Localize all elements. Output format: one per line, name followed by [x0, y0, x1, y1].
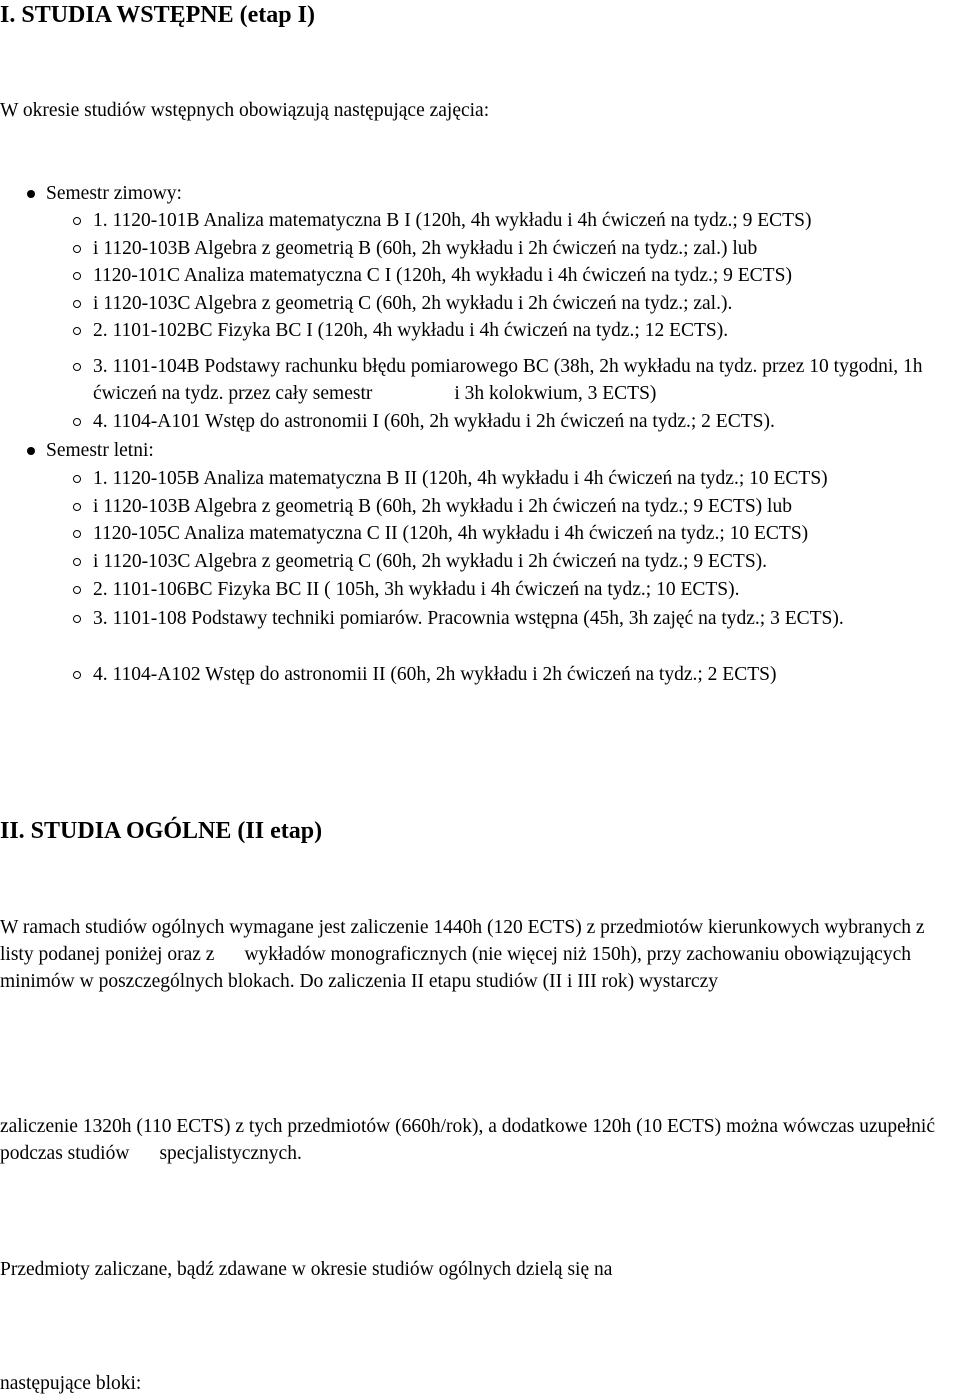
winter-semester-label: Semestr zimowy: — [46, 180, 182, 207]
winter-item-6-text: 3. 1101-104B Podstawy rachunku błędu pomiarowego BC (38h, 2h wykładu na tydz. przez 10 tygodni, 1h ćwiczeń na tydz. przez cały semestr — [93, 356, 923, 404]
winter-item-7: 4. 1104-A101 Wstęp do astronomii I (60h, 2h wykładu i 2h ćwiczeń na tydz.; 2 ECTS). — [93, 408, 953, 435]
summer-item-6: 3. 1101-108 Podstawy techniki pomiarów. Pracownia wstępna (45h, 3h zajęć na tydz.; 3 ECTS). — [93, 605, 953, 632]
summer-item-5: 2. 1101-106BC Fizyka BC II ( 105h, 3h wykładu i 4h ćwiczeń na tydz.; 10 ECTS). — [93, 576, 953, 603]
summer-item-3: 1120-105C Analiza matematyczna C II (120h, 4h wykładu i 4h ćwiczeń na tydz.; 10 ECTS) — [93, 520, 953, 547]
summer-semester-label: Semestr letni: — [46, 437, 154, 464]
winter-item-4: i 1120-103C Algebra z geometrią C (60h, 2h wykładu i 2h ćwiczeń na tydz.; zal.). — [93, 290, 953, 317]
section-1-intro: W okresie studiów wstępnych obowiązują następujące zajęcia: — [0, 100, 490, 121]
summer-item-7: 4. 1104-A102 Wstęp do astronomii II (60h, 2h wykładu i 2h ćwiczeń na tydz.; 2 ECTS) — [93, 661, 953, 688]
section-2-paragraph-1-part-1: W ramach studiów ogólnych wymagane jest zaliczenie 1440h (120 ECTS) z przedmiotów kierunkowych wybranych z listy podanej poniżej oraz z — [0, 917, 925, 965]
summer-item-1: 1. 1120-105B Analiza matematyczna B II (120h, 4h wykładu i 4h ćwiczeń na tydz.; 10 ECTS) — [93, 465, 953, 492]
summer-item-2: i 1120-103B Algebra z geometrią B (60h, 2h wykładu i 2h ćwiczeń na tydz.; 9 ECTS) lub — [93, 493, 953, 520]
section-2-paragraph-2-part-2: specjalistycznych. — [159, 1143, 302, 1164]
section-2-paragraph-4: następujące bloki: — [0, 1373, 142, 1394]
section-2-paragraph-3: Przedmioty zaliczane, bądź zdawane w okresie studiów ogólnych dzielą się na — [0, 1259, 613, 1280]
winter-item-3: 1120-101C Analiza matematyczna C I (120h, 4h wykładu i 4h ćwiczeń na tydz.; 9 ECTS) — [93, 262, 953, 289]
section-2-heading: II. STUDIA OGÓLNE (II etap) — [0, 818, 323, 844]
section-2-paragraph-2 — [0, 1113, 960, 1167]
section-2-paragraph-2-part-1: zaliczenie 1320h (110 ECTS) z tych przedmiotów (660h/rok), a dodatkowe 120h (10 ECTS) można wówczas uzupełnić podczas studiów — [0, 1116, 936, 1164]
summer-item-4: i 1120-103C Algebra z geometrią C (60h, 2h wykładu i 2h ćwiczeń na tydz.; 9 ECTS). — [93, 548, 953, 575]
section-1-heading: I. STUDIA WSTĘPNE (etap I) — [0, 2, 315, 28]
winter-item-5: 2. 1101-102BC Fizyka BC I (120h, 4h wykładu i 4h ćwiczeń na tydz.; 12 ECTS). — [93, 317, 953, 344]
winter-item-6 — [93, 353, 953, 407]
winter-item-1: 1. 1120-101B Analiza matematyczna B I (120h, 4h wykładu i 4h ćwiczeń na tydz.; 9 ECTS) — [93, 207, 953, 234]
section-2-paragraph-1-part-2: wykładów monograficznych (nie więcej niż 150h), przy zachowaniu obowiązujących minimów w poszczególnych blokach. Do zaliczenia II etapu studiów (II i III rok) wystarczy — [0, 944, 911, 992]
winter-item-6-continuation: i 3h kolokwium, 3 ECTS) — [454, 383, 657, 404]
winter-item-2: i 1120-103B Algebra z geometrią B (60h, 2h wykładu i 2h ćwiczeń na tydz.; zal.) lub — [93, 235, 953, 262]
section-2-paragraph-1 — [0, 914, 960, 995]
